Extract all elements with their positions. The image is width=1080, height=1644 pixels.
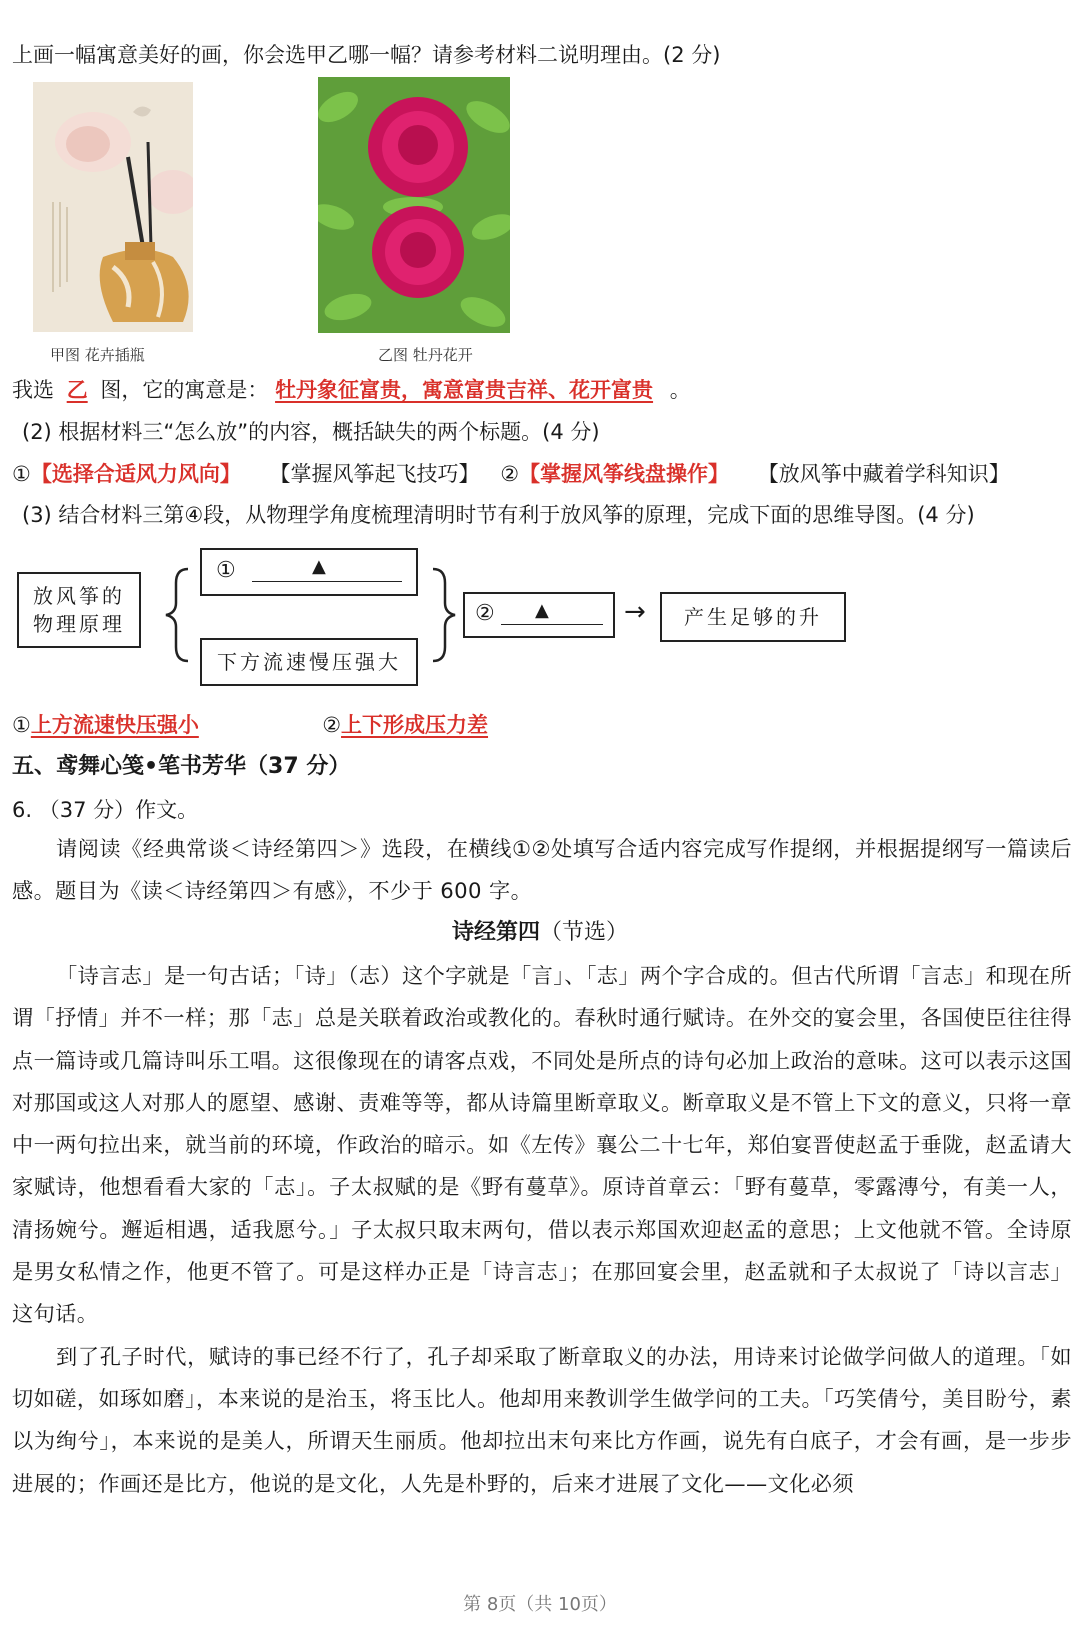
answer-1-end: 。 [669,378,691,402]
question-2: (2) 根据材料三“怎么放”的内容，概括缺失的两个标题。(4 分) [22,420,600,444]
prompt-text: 请阅读《经典常谈＜诗经第四＞》选段，在横线①②处填写合适内容完成写作提纲，并根据提纲写一篇读后感。题目为《读＜诗经第四＞有感》，不少于 600 字。 [12,836,1072,904]
passage-title-main: 诗经第四 [451,920,540,945]
mindmap-top-mark: ▲ [312,556,329,577]
mindmap-root-line2: 物理原理 [33,612,125,636]
answer-2 [12,459,1010,489]
answer-1 [12,375,691,405]
mindmap-right-brace [425,565,465,665]
answer-3-text-2: 上下形成压力差 [341,713,489,737]
question-intro: 上画一幅寓意美好的画，你会选甲乙哪一幅？请参考材料二说明理由。(2 分) [12,43,721,67]
page-footer: 第 8页（共 10页） [463,1594,617,1615]
mindmap-mid-num: ② [475,601,498,626]
answer-3-text-1: 上方流速快压强小 [30,713,199,737]
answer-3-num-1: ① [12,713,31,737]
mindmap-left-brace [160,565,200,665]
answer-1-choice: 乙 [66,378,88,402]
mindmap-bottom-box: 下方流速慢压强大 [200,638,418,686]
answer-3 [12,710,488,740]
peony-photo [318,77,510,333]
answer-2-num-2: ② [500,462,520,486]
mindmap-root [17,572,141,648]
passage-paragraph-1: 「诗言志」是一句古话；「诗」（志）这个字就是「言」、「志」两个字合成的。但古代所谓「言志」和现在所谓「抒情」并不一样；那「志」总是关联着政治或教化的。春秋时通行赋诗。在外交的宴会里，各国使臣往往得点一篇诗或几篇诗叫乐工唱。这很像现在的请客点戏，不同处是所点的诗句必加上政治的意味。这可以表示这国对那国或这人对那人的愿望、感谢、责难等等，都从诗篇里断章取义。断章取义是不管上下文的意义，只将一章中一两句拉出来，就当前的环境，作政治的暗示。如《左传》襄公二十七年，郑伯宴晋使赵孟于垂陇，赵孟请大家赋诗，他想看看大家的「志」。子太叔赋的是《野有蔓草》。原诗首章云：「野有蔓草，零露漙兮，有美一人，清扬婉兮。邂逅相遇，适我愿兮。」子太叔只取末两句，借以表示郑国欢迎赵孟的意思；上文他就不管。全诗原是男女私情之作，他更不管了。可是这样办正是「诗言志」；在那回宴会里，赵孟就和子太叔说了「诗以言志」这句话。 [12,963,1072,1327]
passage-title [0,918,1080,948]
mindmap-top-blank [252,581,402,582]
answer-2-num-1: ① [12,462,31,486]
flower-vase-painting [33,82,193,332]
mindmap-top-num: ① [216,558,239,583]
mindmap-mid-mark: ▲ [535,600,552,621]
passage-body [12,955,1072,1505]
mindmap-root-line1: 放风筝的 [33,584,125,608]
answer-2-given-1: 【掌握风筝起飞技巧】 [269,462,480,486]
mindmap-result-box: 产生足够的升 [660,592,846,642]
answer-2-given-2: 【放风筝中藏着学科知识】 [757,462,1010,486]
mindmap-mid-box [463,592,615,638]
question-3: (3) 结合材料三第④段，从物理学角度梳理清明时节有利于放风筝的原理，完成下面的思维导图。(4 分) [22,503,975,527]
question-6-prompt [12,828,1072,913]
answer-1-mid: 图，它的寓意是： [100,378,269,402]
answer-1-meaning: 牡丹象征富贵，寓意富贵吉祥、花开富贵 [275,378,654,402]
section-5-heading: 五、鸢舞心笺•笔书芳华（37 分） [12,754,351,779]
passage-title-note: （节选） [540,920,629,945]
answer-1-prefix: 我选 [12,378,54,402]
mindmap-mid-blank [501,624,603,625]
answer-2-title-2: 【掌握风筝线盘操作】 [519,462,730,486]
mindmap-arrow: → [624,597,646,627]
answer-3-num-2: ② [322,713,342,737]
caption-yi: 乙图 牡丹花开 [378,346,473,364]
question-6: 6. （37 分）作文。 [12,798,199,822]
caption-jia: 甲图 花卉插瓶 [50,346,145,364]
answer-2-title-1: 【选择合适风力风向】 [30,462,241,486]
passage-paragraph-2: 到了孔子时代，赋诗的事已经不行了，孔子却采取了断章取义的办法，用诗来讨论做学问做人的道理。「如切如磋，如琢如磨」，本来说的是治玉，将玉比人。他却用来教训学生做学问的工夫。「巧笑倩兮，美目盼兮，素以为绚兮」，本来说的是美人，所谓天生丽质。他却拉出末句来比方作画，说先有白底子，才会有画，是一步步进展的；作画还是比方，他说的是文化，人先是朴野的，后来才进展了文化——文化必须 [12,1343,1072,1496]
mindmap-top-box [200,548,418,596]
